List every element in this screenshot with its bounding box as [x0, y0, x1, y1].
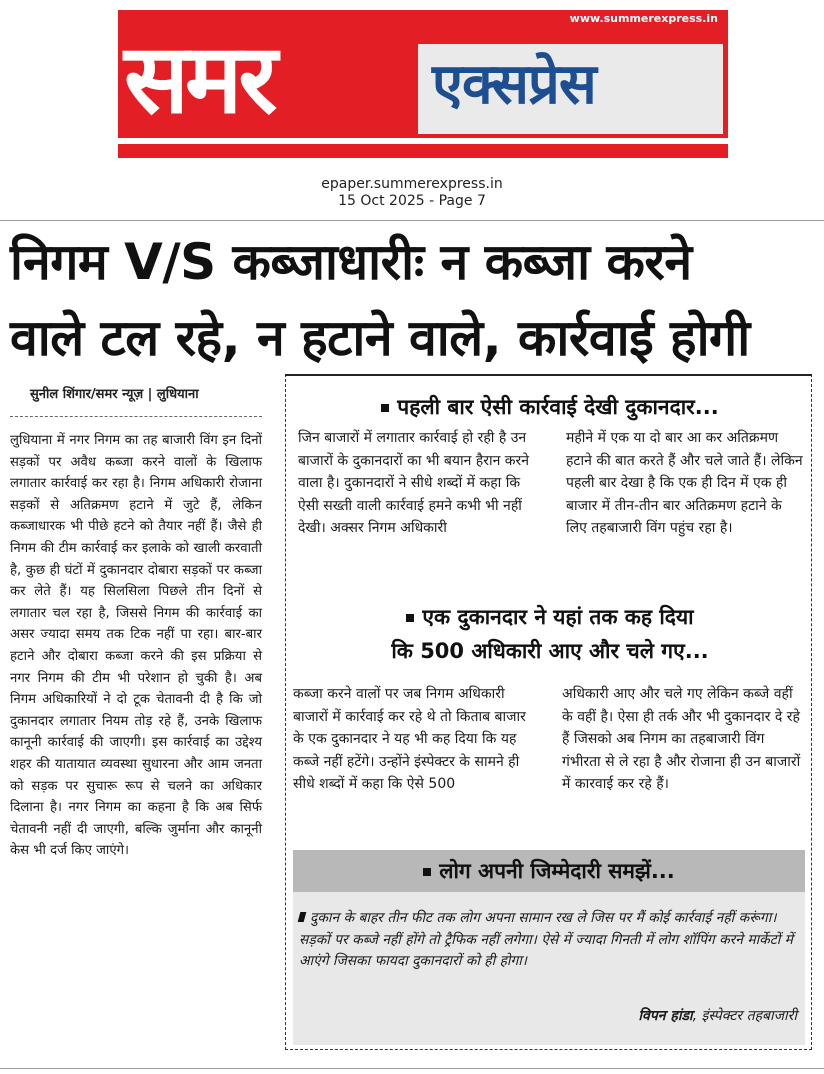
headline-line-1: निगम V/S कब्जाधारीः न कब्जा करने [10, 233, 692, 291]
sidebar-box-top-rule [285, 374, 812, 376]
section1-title: पहली बार ऐसी कार्रवाई देखी दुकानदार... [397, 395, 719, 419]
masthead-logo [118, 10, 728, 158]
bullet-square-icon [423, 868, 431, 876]
quote-author-title: , इंस्पेक्टर तहबाजारी [692, 1008, 797, 1024]
section2-col1-text: कब्जा करने वालों पर जब निगम अधिकारी बाजारों में कार्रवाई कर रहे थे तो किताब बाजार के एक दुकानदार ने यह भी कह दिया कि यह कब्जे नहीं हटेंगे। उन्होंने इंस्पेक्टर के सामने ही सीधे शब्दों में कहा कि ऐसे 500 [293, 686, 526, 792]
section3-heading [293, 850, 805, 892]
logo-express: एक्सप्रेस [432, 52, 596, 117]
section2-title-line-1: एक दुकानदार ने यहां तक कह दिया [422, 605, 694, 629]
bullet-square-icon [406, 614, 414, 622]
section3-title: लोग अपनी जिम्मेदारी समझें... [439, 859, 675, 883]
byline-divider [10, 416, 262, 417]
article-main-column [10, 430, 262, 862]
section2-col-2 [562, 683, 806, 796]
headline-line-2: वाले टल रहे, न हटाने वाले, कार्रवाई होगी [10, 309, 750, 367]
quote-attribution [638, 1006, 797, 1025]
section2-title-line-2: कि 500 अधिकारी आए और चले गए... [391, 639, 709, 663]
quote-box [293, 850, 805, 1045]
section2-col2-text: अधिकारी आए और चले गए लेकिन कब्जे वहीं के वहीं है। ऐसा ही तर्क और भी दुकानदार दे रहे हैं जिसको अब निगम का तहबाजारी विंग गंभीरता से ले रहा है और रोजाना ही उन बाजारों में कारवाई कर रहे हैं। [562, 686, 801, 792]
logo-samar: समर [124, 23, 274, 135]
masthead-bar [118, 144, 728, 158]
edition-info [0, 176, 824, 210]
edition-date-page: 15 Oct 2025 - Page 7 [338, 193, 486, 209]
edition-site: epaper.summerexpress.in [321, 176, 503, 192]
section1-col-1 [298, 427, 540, 540]
section2-col-1 [293, 683, 541, 796]
masthead-url: www.summerexpress.in [569, 12, 718, 25]
section1-col-2 [566, 427, 806, 540]
divider-bottom [0, 1068, 824, 1069]
quote-mark-icon [298, 912, 307, 922]
logo-express-panel [418, 44, 723, 134]
section1-col1-text: जिन बाजारों में लगातार कार्रवाई हो रही है उन बाजारों के दुकानदारों का भी बयान हैरान करने वाला है। दुकानदारों ने सीधे शब्दों में कहा कि ऐसी सख्ती वाली कार्रवाई हमने कभी भी नहीं देखी। अक्सर निगम अधिकारी [298, 430, 530, 536]
divider-top [0, 220, 824, 221]
quote-text-block [299, 908, 799, 973]
article-main-text: लुधियाना में नगर निगम का तह बाजारी विंग इन दिनों सड़कों पर अवैध कब्जा करने वालों के खिलाफ लगातार कार्रवाई कर रहा है। निगम अधिकारी रोजाना सड़कों से अतिक्रमण हटाने में जुटे हैं, लेकिन कब्जाधारक भी पीछे हटने को तैयार नहीं हैं। जैसे ही निगम की टीम कार्रवाई कर इलाके को खाली करवाती है, कुछ ही घंटों में दुकानदार दोबारा सड़कों पर कब्जा कर लेते हैं। यह सिलसिला पिछले तीन दिनों से लगातार चल रहा है, जिससे निगम की कार्रवाई का असर ज्यादा समय तक टिक नहीं पा रहा। बार-बार हटाने और दोबारा कब्जा करने की इस प्रक्रिया से नगर निगम की टीम भी परेशान हो चुकी है। अब निगम अधिकारियों ने दो टूक चेतावनी दी है कि जो दुकानदार लगातार नियम तोड़ रहे हैं, उनके खिलाफ कानूनी कार्रवाई की जाएगी। इस कार्रवाई का उद्देश्य शहर की यातायात व्यवस्था सुधारना और आम जनता को सड़क पर सुचारू रूप से चलने का अधिकार दिलाना है। नगर निगम का कहना है कि अब सिर्फ चेतावनी नहीं दी जाएगी, बल्कि जुर्माना और कानूनी केस भी दर्ज किए जाएंगे। [10, 433, 262, 859]
quote-author: विपन हांडा [638, 1008, 693, 1024]
headline [10, 224, 816, 376]
section1-col2-text: महीने में एक या दो बार आ कर अतिक्रमण हटाने की बात करते हैं और चले जाते हैं। लेकिन पहली बार देखा है कि एक ही दिन में एक ही बाजार में तीन-तीन बार अतिक्रमण हटाने के लिए तहबाजारी विंग पहुंच रहा है। [566, 430, 803, 536]
quote-text: दुकान के बाहर तीन फीट तक लोग अपना सामान रख ले जिस पर मैं कोई कार्रवाई नहीं करूंगा। सड़कों पर कब्जे नहीं होंगे तो ट्रैफिक नहीं लगेगा। ऐसे में ज्यादा गिनती में लोग शॉपिंग करने मार्केटों में आएंगे जिसका फायदा दुकानदारों को ही होगा। [299, 910, 793, 969]
section1-heading [300, 392, 800, 422]
section2-heading [300, 600, 800, 668]
byline: सुनील शिंगार/समर न्यूज़ | लुधियाना [30, 387, 199, 402]
bullet-square-icon [381, 404, 389, 412]
